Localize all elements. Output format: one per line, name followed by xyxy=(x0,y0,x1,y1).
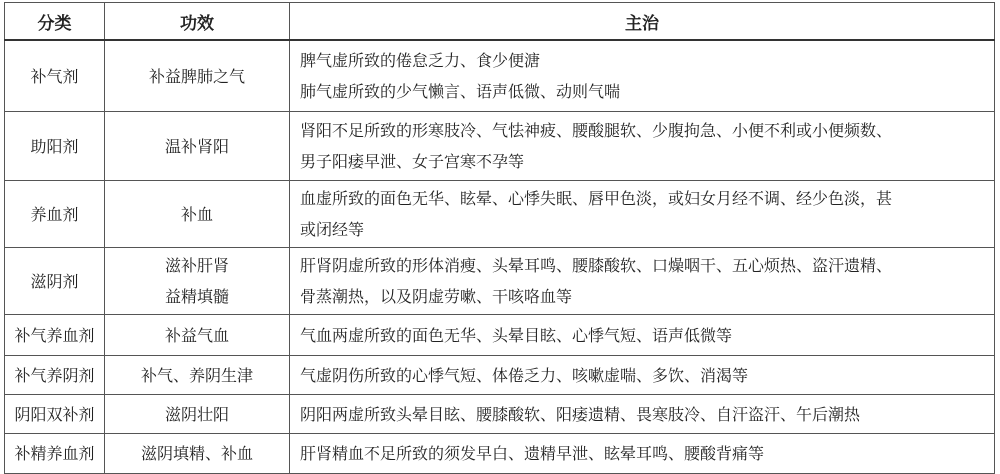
header-effect: 功效 xyxy=(105,3,290,41)
effect-cell xyxy=(105,434,290,474)
indication-line: 男子阳痿早泄、女子宫寒不孕等 xyxy=(300,152,525,171)
effect-line: 滋阴填精、补血 xyxy=(140,444,253,463)
effect-line: 滋阴壮阳 xyxy=(164,404,229,424)
category-cell: 补气剂 xyxy=(5,40,105,112)
category-cell: 补气养血剂 xyxy=(5,315,105,356)
indication-line: 骨蒸潮热，以及阴虚劳嗽、干咳咯血等 xyxy=(300,287,573,306)
table-row xyxy=(5,112,995,181)
category-cell: 阴阳双补剂 xyxy=(5,395,105,434)
indication-cell xyxy=(290,315,995,356)
indication-cell xyxy=(290,356,995,395)
table-row xyxy=(5,434,995,474)
effect-line: 补益气血 xyxy=(164,325,229,345)
effect-cell xyxy=(105,315,290,356)
indication-cell xyxy=(290,112,995,181)
indication-line: 或闭经等 xyxy=(300,220,365,239)
indication-line: 脾气虚所致的倦怠乏力、食少便溏 xyxy=(300,51,541,70)
indication-line: 肺气虚所致的少气懒言、语声低微、动则气喘 xyxy=(300,82,621,101)
indication-line: 肝肾阴虚所致的形体消瘦、头晕耳鸣、腰膝酸软、口燥咽干、五心烦热、盗汗遗精、 xyxy=(300,256,893,275)
header-row xyxy=(5,3,995,41)
effect-line: 温补肾阳 xyxy=(164,136,229,156)
table-row xyxy=(5,395,995,434)
effect-line: 补血 xyxy=(180,204,213,224)
category-cell: 养血剂 xyxy=(5,181,105,248)
effect-line: 益精填髓 xyxy=(164,287,229,306)
indication-cell xyxy=(290,434,995,474)
effect-cell xyxy=(105,40,290,112)
indication-line: 肾阳不足所致的形寒肢冷、气怯神疲、腰酸腿软、少腹拘急、小便不利或小便频数、 xyxy=(300,121,893,140)
effect-cell xyxy=(105,248,290,315)
indication-line: 气虚阴伤所致的心悸气短、体倦乏力、咳嗽虚喘、多饮、消渴等 xyxy=(300,365,749,385)
indication-cell xyxy=(290,181,995,248)
effect-cell xyxy=(105,395,290,434)
indication-line: 气血两虚所致的面色无华、头晕目眩、心悸气短、语声低微等 xyxy=(300,325,733,345)
indication-line: 血虚所致的面色无华、眩晕、心悸失眠、唇甲色淡，或妇女月经不调、经少色淡，甚 xyxy=(300,189,893,208)
prescription-table xyxy=(4,2,995,474)
header-category: 分类 xyxy=(5,3,105,41)
table-row xyxy=(5,356,995,395)
effect-line: 补气、养阴生津 xyxy=(140,365,253,385)
category-cell: 补精养血剂 xyxy=(5,434,105,474)
table-row xyxy=(5,248,995,315)
header-indication: 主治 xyxy=(290,3,995,41)
table-row xyxy=(5,181,995,248)
effect-cell xyxy=(105,181,290,248)
indication-line: 肝肾精血不足所致的须发早白、遗精早泄、眩晕耳鸣、腰酸背痛等 xyxy=(300,444,765,463)
effect-line: 补益脾肺之气 xyxy=(148,66,245,86)
indication-cell xyxy=(290,395,995,434)
effect-cell xyxy=(105,356,290,395)
indication-line: 阴阳两虚所致头晕目眩、腰膝酸软、阳痿遗精、畏寒肢冷、自汗盗汗、午后潮热 xyxy=(300,404,861,424)
indication-cell xyxy=(290,40,995,112)
table-row xyxy=(5,40,995,112)
table-row xyxy=(5,315,995,356)
indication-cell xyxy=(290,248,995,315)
category-cell: 滋阴剂 xyxy=(5,248,105,315)
effect-cell xyxy=(105,112,290,181)
category-cell: 补气养阴剂 xyxy=(5,356,105,395)
effect-line: 滋补肝肾 xyxy=(164,256,229,275)
category-cell: 助阳剂 xyxy=(5,112,105,181)
